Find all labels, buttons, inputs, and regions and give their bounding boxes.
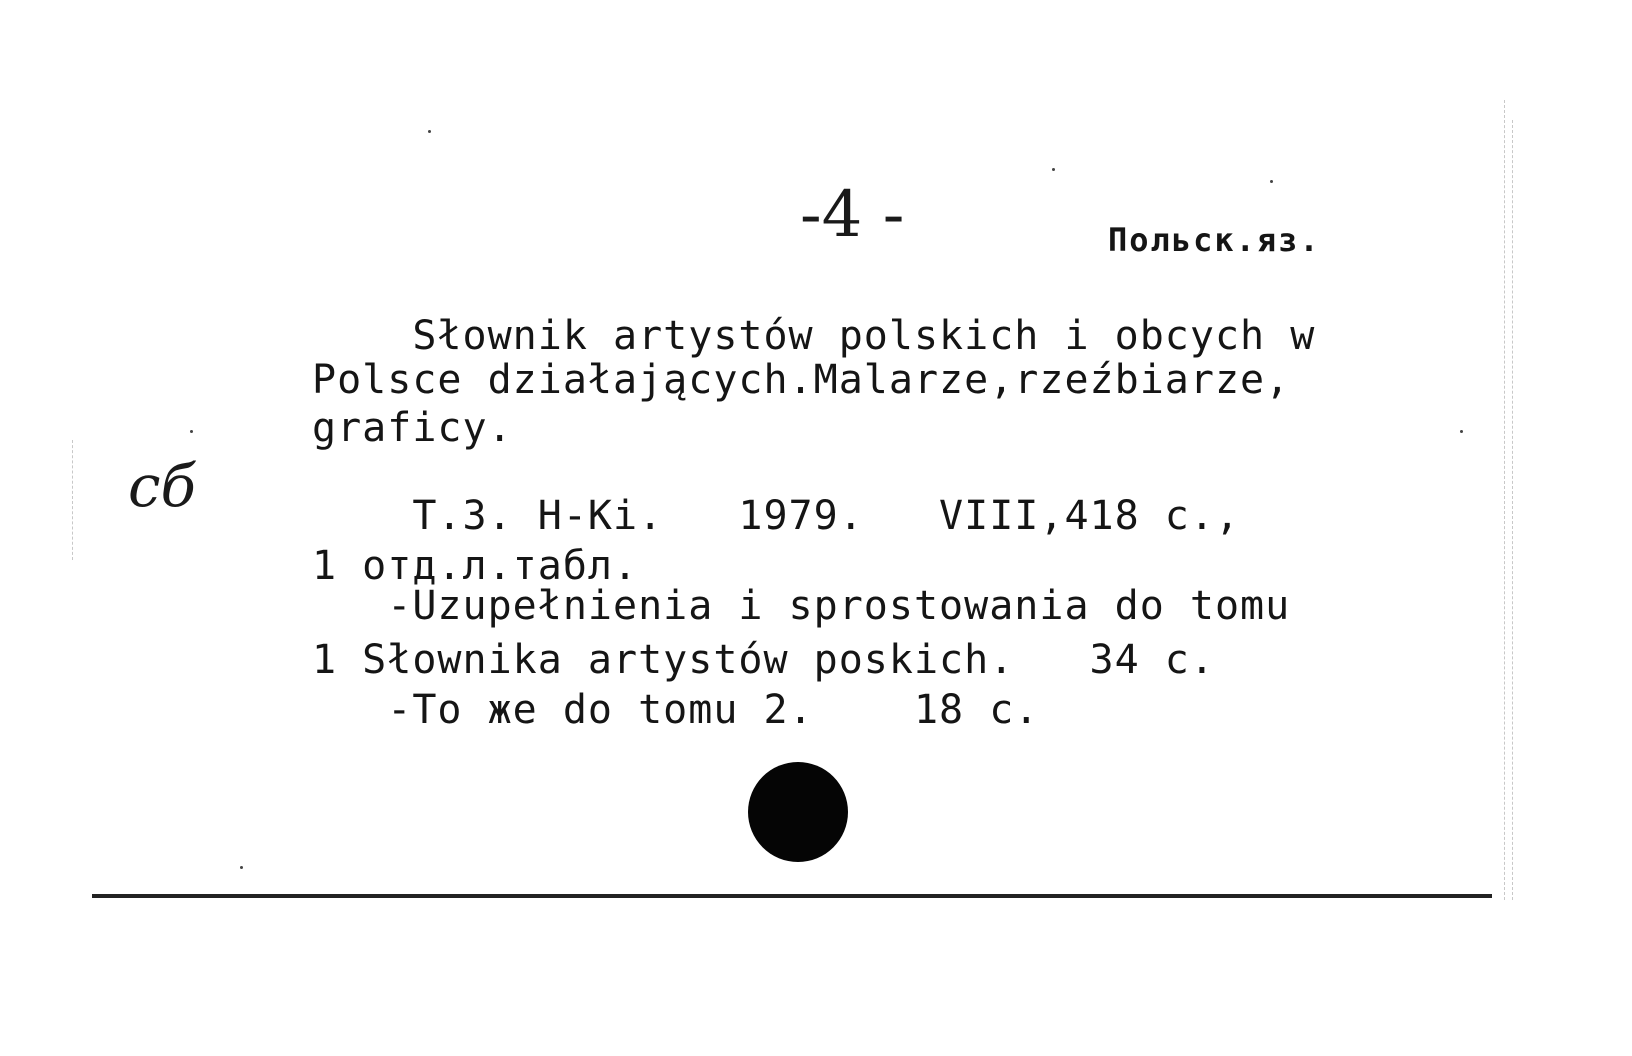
scan-speck [190, 430, 193, 433]
title-line-1: Słownik artystów polskich i obcych w [312, 313, 1316, 359]
page-number: -4 - [800, 178, 905, 252]
scan-speck [1460, 430, 1463, 433]
card-edge-guide [72, 440, 73, 560]
scan-speck [1270, 180, 1273, 183]
shelf-mark: сб [128, 452, 196, 520]
card-edge-guide [1504, 100, 1505, 900]
punch-hole [748, 762, 848, 862]
scan-speck [240, 866, 243, 869]
plates-line: 1 отд.л.табл. [312, 543, 639, 589]
scan-speck [428, 130, 431, 133]
title-line-2: Polsce działających.Malarze,rzeźbiarze, [312, 357, 1291, 403]
supplement-line-2: 1 Słownika artystów poskich. 34 с. [312, 637, 1215, 683]
scan-speck [1052, 168, 1055, 171]
subject-heading: Польск.яз. [1108, 221, 1321, 259]
supplement-line-1: -Uzupełnienia i sprostowania do tomu [312, 583, 1291, 629]
supplement-line-3: -То же do tomu 2. 18 с. [312, 687, 1040, 733]
volume-line: Т.3. H-Ki. 1979. VIII,418 с., [312, 493, 1241, 539]
card-bottom-edge [92, 894, 1492, 898]
title-line-3: graficy. [312, 405, 513, 451]
card-edge-guide [1512, 120, 1513, 900]
